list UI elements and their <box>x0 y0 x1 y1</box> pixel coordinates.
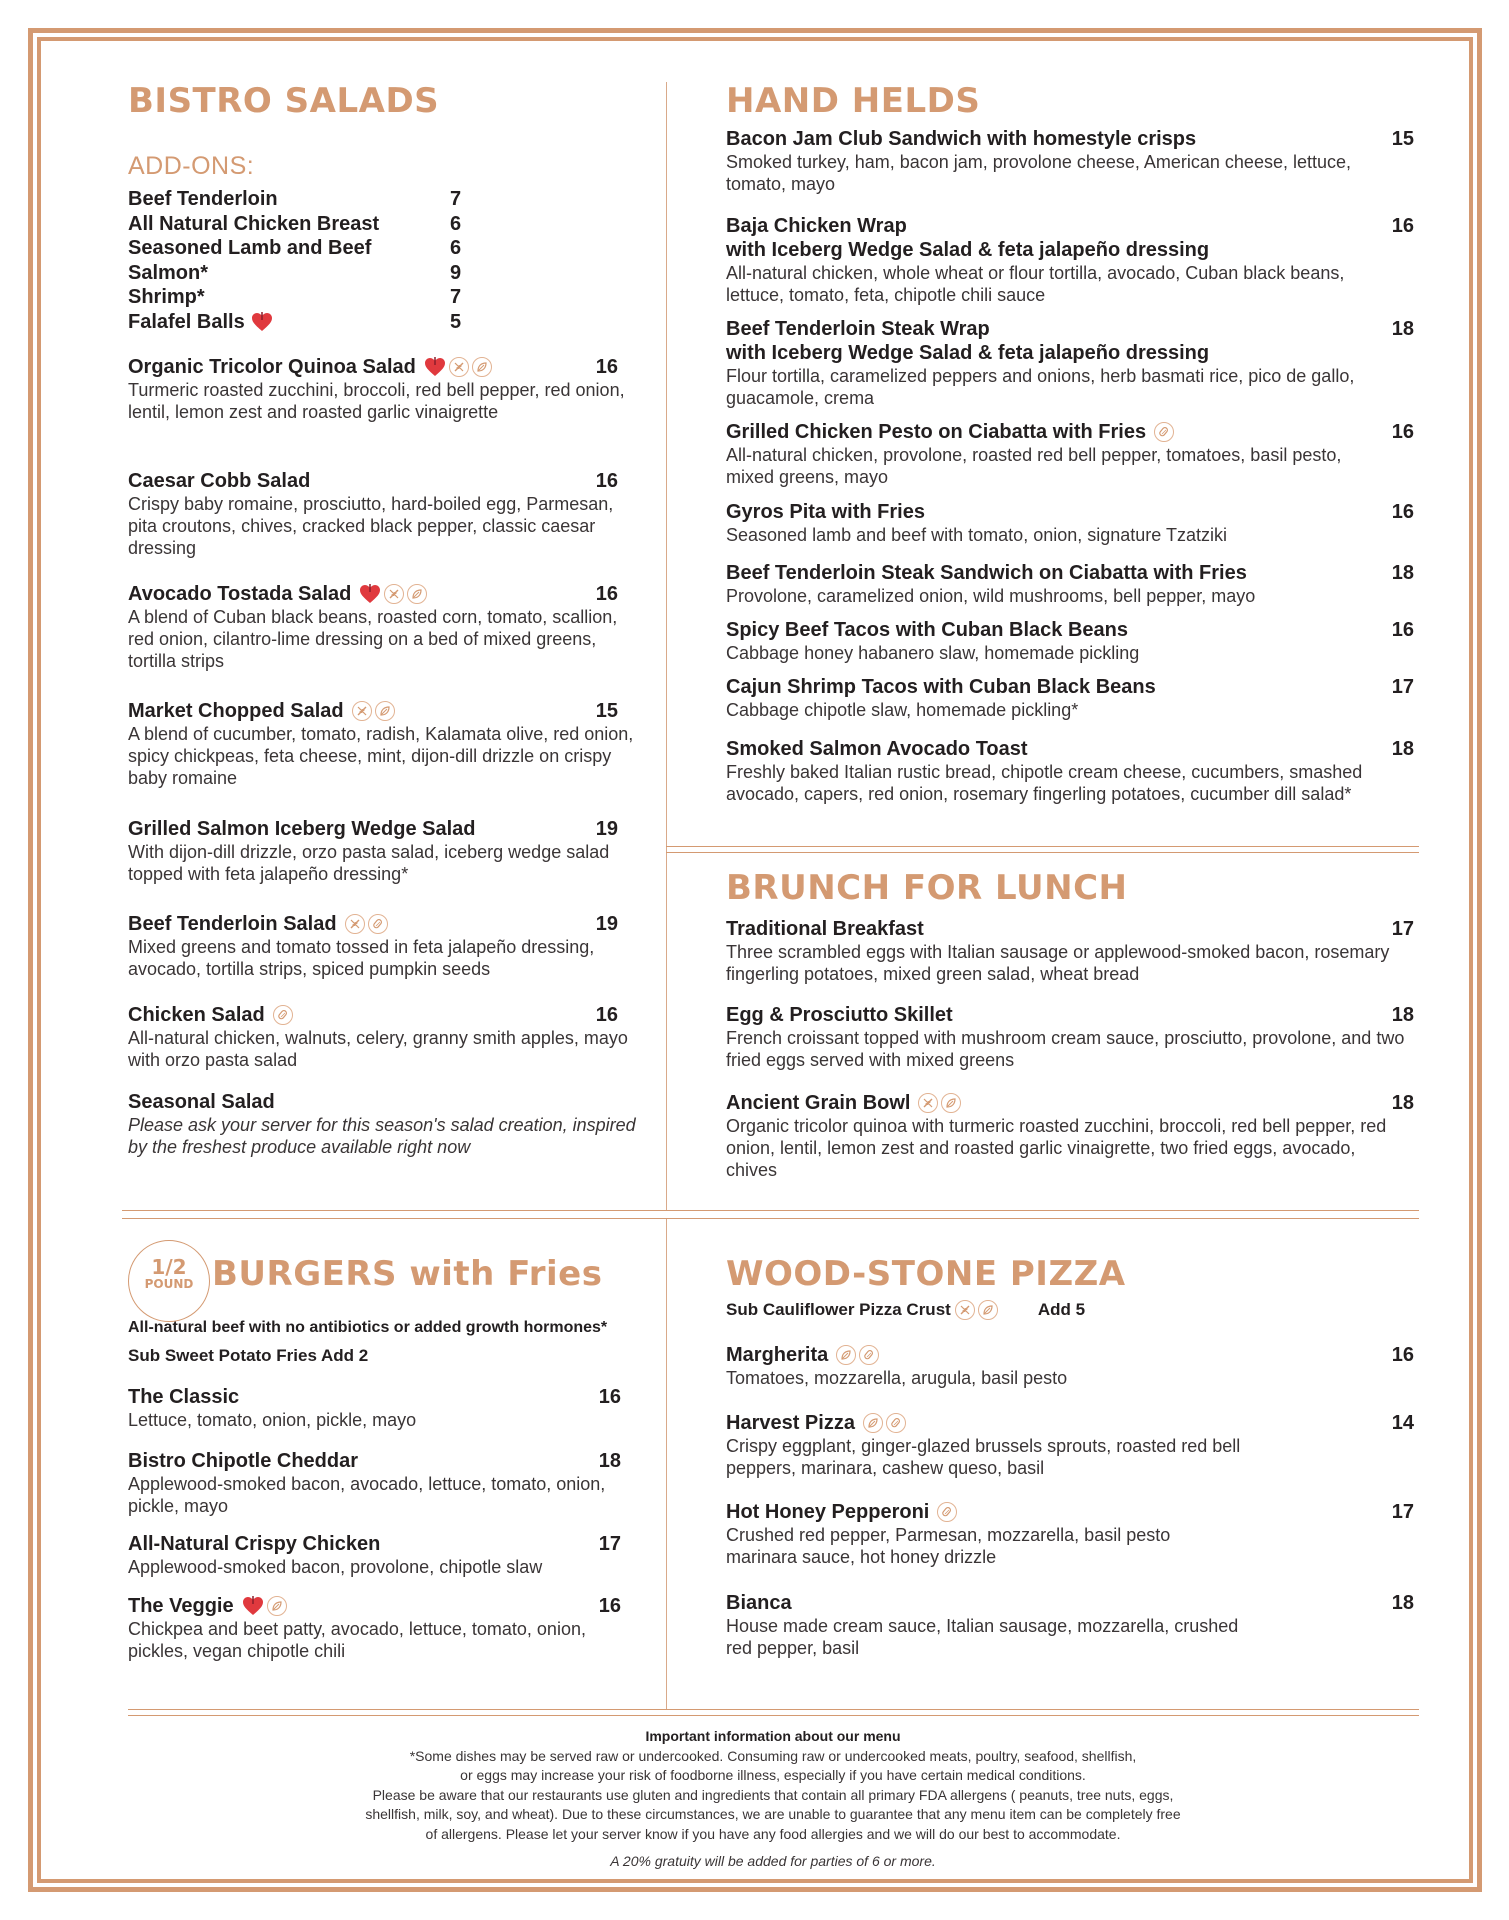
menu-item-header <box>726 737 1414 761</box>
addon-label: Beef Tenderloin <box>128 188 278 210</box>
column-divider-mid <box>666 852 667 1210</box>
gluten-free-icon <box>955 1300 975 1320</box>
disclaimer-body <box>128 1747 1418 1845</box>
badge-fraction: 1/2 <box>151 1255 187 1279</box>
menu-item-description: Cabbage chipotle slaw, homemade pickling* <box>726 700 1079 720</box>
menu-item-description: Crushed red pepper, Parmesan, mozzarella, basil pesto marinara sauce, hot honey drizzle <box>726 1525 1171 1567</box>
menu-item <box>128 699 634 789</box>
menu-item-name <box>726 1591 792 1615</box>
item-title: Beef Tenderloin Steak Sandwich on Ciabatta with Fries <box>726 562 1247 584</box>
section-title: BISTRO SALADS <box>128 81 440 121</box>
addon-row <box>128 261 618 286</box>
dietary-icons <box>242 1595 287 1617</box>
item-title: Bistro Chipotle Cheddar <box>128 1450 359 1472</box>
menu-item-name <box>726 420 1174 444</box>
addon-label: Shrimp* <box>128 286 205 308</box>
item-title: The Classic <box>128 1386 240 1408</box>
menu-item-name <box>128 1594 287 1618</box>
item-title: Organic Tricolor Quinoa Salad <box>128 356 416 378</box>
vegetarian-leaf-icon <box>941 1093 961 1113</box>
item-title: Smoked Salmon Avocado Toast <box>726 738 1028 760</box>
menu-item <box>128 469 618 559</box>
menu-item <box>128 817 618 885</box>
menu-item-description: A blend of Cuban black beans, roasted corn, tomato, scallion, red onion, cilantro-lime dressing on a bed of mixed greens, tortilla strips <box>128 607 618 671</box>
item-title: Beef Tenderloin Salad <box>128 913 337 935</box>
menu-item-header <box>726 917 1414 941</box>
disclaimer-line: *Some dishes may be served raw or undercooked. Consuming raw or undercooked meats, poultry, seafood, shellfish, <box>409 1747 1137 1764</box>
divider-footer-1 <box>128 1709 1419 1710</box>
menu-item-header <box>726 675 1414 699</box>
menu-item-price: 16 <box>598 1386 621 1408</box>
divider-middle-2 <box>122 1218 1419 1219</box>
menu-item-name <box>128 469 310 493</box>
menu-item-header <box>726 561 1414 585</box>
menu-item-description: Cabbage honey habanero slaw, homemade pickling <box>726 643 1140 663</box>
menu-item-description: Crispy baby romaine, prosciutto, hard-boiled egg, Parmesan, pita croutons, chives, cracked black pepper, classic caesar dressing <box>128 494 614 558</box>
gluten-free-icon <box>449 357 469 377</box>
section-title: BRUNCH FOR LUNCH <box>726 868 1128 908</box>
menu-item-header <box>128 355 618 379</box>
menu-item <box>726 214 1414 306</box>
menu-item-price: 15 <box>1391 128 1414 150</box>
menu-item-price: 16 <box>1391 619 1414 641</box>
contains-nuts-icon <box>886 1413 906 1433</box>
menu-item-header <box>726 1343 1414 1367</box>
section-wood-stone-pizza <box>726 1254 1126 1294</box>
menu-item-subtitle: with Iceberg Wedge Salad & feta jalapeño dressing <box>726 342 1210 364</box>
menu-item <box>726 1591 1414 1659</box>
menu-item <box>726 737 1414 805</box>
menu-item-header <box>726 1591 1414 1615</box>
menu-item-header <box>726 618 1414 642</box>
menu-item <box>128 1090 636 1158</box>
menu-item <box>128 1594 621 1662</box>
dietary-icons <box>424 356 492 378</box>
menu-item-name <box>726 500 925 524</box>
menu-item-description: Applewood-smoked bacon, provolone, chipotle slaw <box>128 1557 543 1577</box>
menu-item-name <box>726 1411 906 1435</box>
section-title: HAND HELDS <box>726 81 981 121</box>
contains-nuts-icon <box>937 1502 957 1522</box>
section-burgers <box>212 1254 603 1294</box>
divider-middle-1 <box>122 1210 1419 1211</box>
addons-list <box>128 187 618 334</box>
contains-nuts-icon <box>273 1005 293 1025</box>
menu-item-description: Turmeric roasted zucchini, broccoli, red bell pepper, red onion, lentil, lemon zest and roasted garlic vinaigrette <box>128 380 625 422</box>
contains-nuts-icon <box>1154 422 1174 442</box>
addon-label: All Natural Chicken Breast <box>128 212 380 235</box>
menu-item-header <box>726 1091 1414 1115</box>
item-title: Chicken Salad <box>128 1004 265 1026</box>
menu-item-price: 18 <box>1391 1592 1414 1614</box>
menu-item-description: Seasoned lamb and beef with tomato, onion, signature Tzatziki <box>726 525 1227 545</box>
addon-row <box>128 310 618 335</box>
menu-item-price: 16 <box>595 583 618 605</box>
menu-item <box>128 1003 628 1071</box>
menu-item-name <box>726 618 1128 642</box>
menu-item-name <box>128 1532 380 1556</box>
menu-disclaimer <box>128 1727 1418 1872</box>
menu-item-subtitle: with Iceberg Wedge Salad & feta jalapeño dressing <box>726 239 1210 261</box>
menu-item-header <box>128 1594 621 1618</box>
menu-item-header <box>128 1449 621 1473</box>
menu-item <box>726 1411 1414 1479</box>
menu-item-header <box>128 1090 618 1114</box>
menu-item-header <box>726 1500 1414 1524</box>
menu-item-header <box>128 817 618 841</box>
addon-name <box>128 212 450 237</box>
item-title: Grilled Salmon Iceberg Wedge Salad <box>128 818 476 840</box>
item-title: Gyros Pita with Fries <box>726 501 925 523</box>
menu-item <box>128 355 625 423</box>
menu-item-price: 16 <box>598 1595 621 1617</box>
menu-item-price: 16 <box>1391 1344 1414 1366</box>
menu-item-name <box>128 912 388 936</box>
half-pound-badge <box>128 1240 210 1322</box>
menu-item-name <box>726 675 1156 699</box>
menu-item-description: Tomatoes, mozzarella, arugula, basil pesto <box>726 1368 1068 1388</box>
dietary-icons <box>836 1345 879 1365</box>
vegetarian-leaf-icon <box>407 584 427 604</box>
item-title: Seasonal Salad <box>128 1091 275 1113</box>
menu-item-header <box>128 1385 621 1409</box>
heart-healthy-icon <box>359 583 381 605</box>
menu-item-header <box>128 699 618 723</box>
menu-item-description: A blend of cucumber, tomato, radish, Kalamata olive, red onion, spicy chickpeas, feta cheese, mint, dijon-dill drizzle on crispy baby romaine <box>128 724 634 788</box>
cauliflower-crust-icons <box>955 1300 998 1320</box>
menu-item-description: French croissant topped with mushroom cream sauce, prosciutto, provolone, and two fried eggs served with mixed greens <box>726 1028 1405 1070</box>
menu-item <box>726 317 1414 409</box>
menu-item-name <box>128 1090 275 1114</box>
menu-item-price: 17 <box>1391 918 1414 940</box>
contains-nuts-icon <box>859 1345 879 1365</box>
item-title: Avocado Tostada Salad <box>128 583 352 605</box>
menu-item-description: House made cream sauce, Italian sausage, mozzarella, crushed red pepper, basil <box>726 1616 1239 1658</box>
menu-item-name <box>726 917 924 941</box>
burger-notes <box>128 1318 668 1366</box>
menu-item-name <box>128 1449 358 1473</box>
menu-item <box>726 127 1414 195</box>
menu-item <box>726 1091 1414 1181</box>
disclaimer-title: Important information about our menu <box>645 1728 901 1744</box>
item-title: Traditional Breakfast <box>726 918 924 940</box>
menu-item-description: Please ask your server for this season's salad creation, inspired by the freshest produce available right now <box>128 1115 636 1157</box>
menu-item-description: Organic tricolor quinoa with turmeric roasted zucchini, broccoli, red bell pepper, red onion, lentil, lemon zest and roasted garlic vinaigrette, two fried eggs, avocado, chives <box>726 1116 1387 1180</box>
menu-item-description: With dijon-dill drizzle, orzo pasta salad, iceberg wedge salad topped with feta jalapeño dressing* <box>128 842 610 884</box>
menu-item <box>128 1532 621 1578</box>
menu-item-name <box>726 317 990 341</box>
item-title: Harvest Pizza <box>726 1412 855 1434</box>
menu-item-name <box>726 1500 957 1524</box>
menu-item-name <box>128 355 492 379</box>
menu-item <box>726 618 1414 664</box>
menu-item-name <box>726 737 1028 761</box>
menu-item-name <box>128 817 476 841</box>
menu-item <box>726 420 1414 488</box>
section-brunch-for-lunch <box>726 868 1128 908</box>
gratuity-note: A 20% gratuity will be added for parties of 6 or more. <box>610 1853 936 1869</box>
menu-item <box>726 1343 1414 1389</box>
menu-item-price: 18 <box>1391 562 1414 584</box>
menu-item-description: Lettuce, tomato, onion, pickle, mayo <box>128 1410 417 1430</box>
menu-item <box>726 1003 1414 1071</box>
menu-item-price: 14 <box>1391 1412 1414 1434</box>
menu-item-price: 16 <box>595 1004 618 1026</box>
vegetarian-leaf-icon <box>472 357 492 377</box>
item-title: Cajun Shrimp Tacos with Cuban Black Beans <box>726 676 1156 698</box>
item-title: Ancient Grain Bowl <box>726 1092 911 1114</box>
addon-name <box>128 236 450 261</box>
heart-healthy-icon <box>242 1595 264 1617</box>
badge-label: POUND <box>144 1277 194 1291</box>
dietary-icons <box>273 1005 293 1025</box>
addon-row <box>128 236 618 261</box>
menu-item-name <box>128 582 427 606</box>
item-title: All-Natural Crispy Chicken <box>128 1533 381 1555</box>
dietary-icons <box>345 914 388 934</box>
addon-price: 7 <box>450 286 462 308</box>
vegetarian-leaf-icon <box>836 1345 856 1365</box>
menu-item-description: Flour tortilla, caramelized peppers and onions, herb basmati rice, pico de gallo, guacamole, crema <box>726 366 1355 408</box>
column-divider-top <box>666 82 667 852</box>
item-title: Bianca <box>726 1592 792 1614</box>
addon-name <box>128 261 450 286</box>
gluten-free-icon <box>918 1093 938 1113</box>
menu-item-price: 17 <box>598 1533 621 1555</box>
menu-item-description: Smoked turkey, ham, bacon jam, provolone cheese, American cheese, lettuce, tomato, mayo <box>726 152 1351 194</box>
item-title: Market Chopped Salad <box>128 700 344 722</box>
menu-item-name <box>726 1091 961 1115</box>
menu-item-name <box>128 699 395 723</box>
addon-row <box>128 187 618 212</box>
menu-item <box>726 917 1414 985</box>
menu-item-header <box>726 1411 1414 1435</box>
cauliflower-crust-option <box>726 1300 1085 1320</box>
menu-item-header <box>128 469 618 493</box>
menu-item-description: All-natural chicken, whole wheat or flour tortilla, avocado, Cuban black beans, lettuce, tomato, feta, chipotle chili sauce <box>726 263 1345 305</box>
menu-item <box>726 561 1414 607</box>
disclaimer-line: or eggs may increase your risk of foodborne illness, especially if you have certain medical conditions. <box>460 1767 1086 1783</box>
menu-item-price: 16 <box>595 356 618 378</box>
menu-item-name <box>726 127 1196 151</box>
addon-label: Seasoned Lamb and Beef <box>128 237 372 259</box>
addon-name <box>128 285 450 310</box>
gluten-free-icon <box>352 701 372 721</box>
menu-item-price: 16 <box>1391 501 1414 523</box>
menu-item-price: 18 <box>1391 738 1414 760</box>
disclaimer-line: shellfish, milk, soy, and wheat). Due to these circumstances, we are unable to guarantee that any menu item can be completely free <box>365 1806 1181 1822</box>
item-title: Egg & Prosciutto Skillet <box>726 1004 953 1026</box>
addon-price: 9 <box>450 261 462 284</box>
menu-item <box>128 582 618 672</box>
disclaimer-line: of allergens. Please let your server know if you have any food allergies and we will do our best to accommodate. <box>425 1825 1121 1842</box>
heart-healthy-icon <box>424 356 446 378</box>
menu-item <box>128 1449 621 1517</box>
menu-item-description: Three scrambled eggs with Italian sausage or applewood-smoked bacon, rosemary fingerling potatoes, mixed green salad, wheat bread <box>726 942 1390 984</box>
vegetarian-leaf-icon <box>267 1596 287 1616</box>
vegetarian-leaf-icon <box>375 701 395 721</box>
menu-item <box>128 1385 621 1431</box>
divider-handhelds-brunch-1 <box>666 846 1419 847</box>
section-title: WOOD-STONE PIZZA <box>726 1254 1126 1294</box>
vegetarian-leaf-icon <box>863 1413 883 1433</box>
item-title: Beef Tenderloin Steak Wrap <box>726 318 990 340</box>
dietary-icons <box>937 1502 957 1522</box>
menu-item-header <box>128 582 618 606</box>
menu-item-price: 18 <box>1391 318 1414 340</box>
item-title: Baja Chicken Wrap <box>726 215 907 237</box>
menu-item-description: Freshly baked Italian rustic bread, chipotle cream cheese, cucumbers, smashed avocado, capers, red onion, rosemary fingerling potatoes, cucumber dill salad* <box>726 762 1363 804</box>
item-title: Margherita <box>726 1344 829 1366</box>
menu-item-description: All-natural chicken, walnuts, celery, granny smith apples, mayo with orzo pasta salad <box>128 1028 628 1070</box>
addon-label: Falafel Balls <box>128 310 245 333</box>
contains-nuts-icon <box>368 914 388 934</box>
menu-item-header <box>726 420 1414 444</box>
menu-item-price: 18 <box>1391 1092 1414 1114</box>
disclaimer-line: Please be aware that our restaurants use gluten and ingredients that contain all primary FDA allergens ( peanuts, tree nuts, eggs, <box>372 1786 1174 1803</box>
addon-row <box>128 285 618 310</box>
menu-item-description: Crispy eggplant, ginger-glazed brussels sprouts, roasted red bell peppers, marinara, cashew queso, basil <box>726 1436 1241 1478</box>
item-title: The Veggie <box>128 1595 234 1617</box>
burger-note-sweet-potato: Sub Sweet Potato Fries Add 2 <box>128 1346 369 1365</box>
addons-title: ADD-ONS: <box>128 152 255 180</box>
dietary-icons <box>918 1093 961 1113</box>
item-title: Grilled Chicken Pesto on Ciabatta with Fries <box>726 421 1147 443</box>
menu-item-header <box>128 912 618 936</box>
divider-footer-2 <box>128 1715 1419 1716</box>
menu-item-header <box>726 214 1414 238</box>
menu-item-description: Mixed greens and tomato tossed in feta jalapeño dressing, avocado, tortilla strips, spiced pumpkin seeds <box>128 937 595 979</box>
menu-item-price: 15 <box>595 700 618 722</box>
menu-item-name <box>726 214 907 238</box>
menu-item-description: Chickpea and beet patty, avocado, lettuce, tomato, onion, pickles, vegan chipotle chili <box>128 1619 586 1661</box>
addon-name <box>128 310 450 335</box>
menu-item-name <box>726 561 1247 585</box>
addon-price: 6 <box>450 212 462 235</box>
vegetarian-leaf-icon <box>978 1300 998 1320</box>
item-title: Caesar Cobb Salad <box>128 470 311 492</box>
menu-item <box>726 500 1414 546</box>
menu-item-price: 16 <box>1391 421 1414 443</box>
menu-item-price: 19 <box>595 913 618 935</box>
dietary-icons <box>1154 422 1174 442</box>
cauliflower-crust-label: Sub Cauliflower Pizza Crust <box>726 1300 951 1319</box>
item-title: Spicy Beef Tacos with Cuban Black Beans <box>726 619 1128 641</box>
menu-item-header <box>128 1003 618 1027</box>
menu-item-header <box>726 127 1414 151</box>
menu-item <box>726 675 1414 721</box>
menu-item-price: 16 <box>595 470 618 492</box>
menu-item <box>128 912 618 980</box>
section-hand-helds <box>726 81 981 121</box>
menu-item-header <box>128 1532 621 1556</box>
addon-price: 5 <box>450 310 462 333</box>
menu-item-name <box>726 1343 879 1367</box>
menu-item-price: 17 <box>1391 1501 1414 1523</box>
menu-item-price: 19 <box>595 818 618 840</box>
addon-price: 7 <box>450 188 462 210</box>
menu-item-price: 18 <box>598 1450 621 1472</box>
menu-item-header <box>726 500 1414 524</box>
menu-item-price: 16 <box>1391 215 1414 237</box>
menu-item-price: 18 <box>1391 1004 1414 1026</box>
menu-item <box>726 1500 1414 1568</box>
menu-item-description: Provolone, caramelized onion, wild mushrooms, bell pepper, mayo <box>726 586 1256 606</box>
item-title: Hot Honey Pepperoni <box>726 1501 930 1523</box>
section-title: BURGERS with Fries <box>212 1254 603 1294</box>
menu-item-description: Applewood-smoked bacon, avocado, lettuce, tomato, onion, pickle, mayo <box>128 1474 606 1516</box>
menu-item-name <box>128 1385 239 1409</box>
addon-price: 6 <box>450 237 462 259</box>
menu-item-header <box>726 1003 1414 1027</box>
addon-name <box>128 187 450 212</box>
divider-handhelds-brunch-2 <box>666 852 1419 853</box>
menu-item-name <box>726 1003 953 1027</box>
menu-item-header <box>726 317 1414 341</box>
dietary-icons <box>352 701 395 721</box>
dietary-icons <box>359 583 427 605</box>
gluten-free-icon <box>345 914 365 934</box>
column-divider-bottom <box>666 1218 667 1709</box>
menu-item-description: All-natural chicken, provolone, roasted red bell pepper, tomatoes, basil pesto, mixed greens, mayo <box>726 445 1342 487</box>
heart-healthy-icon <box>251 311 273 333</box>
burger-note-natural-beef: All-natural beef with no antibiotics or added growth hormones* <box>128 1319 608 1336</box>
item-title: Bacon Jam Club Sandwich with homestyle crisps <box>726 128 1197 150</box>
addon-row <box>128 212 618 237</box>
gluten-free-icon <box>384 584 404 604</box>
menu-item-name <box>128 1003 293 1027</box>
section-bistro-salads <box>128 81 618 334</box>
cauliflower-crust-price: Add 5 <box>1037 1300 1086 1319</box>
addon-label: Salmon* <box>128 261 209 284</box>
menu-item-price: 17 <box>1391 676 1414 698</box>
dietary-icons <box>863 1413 906 1433</box>
